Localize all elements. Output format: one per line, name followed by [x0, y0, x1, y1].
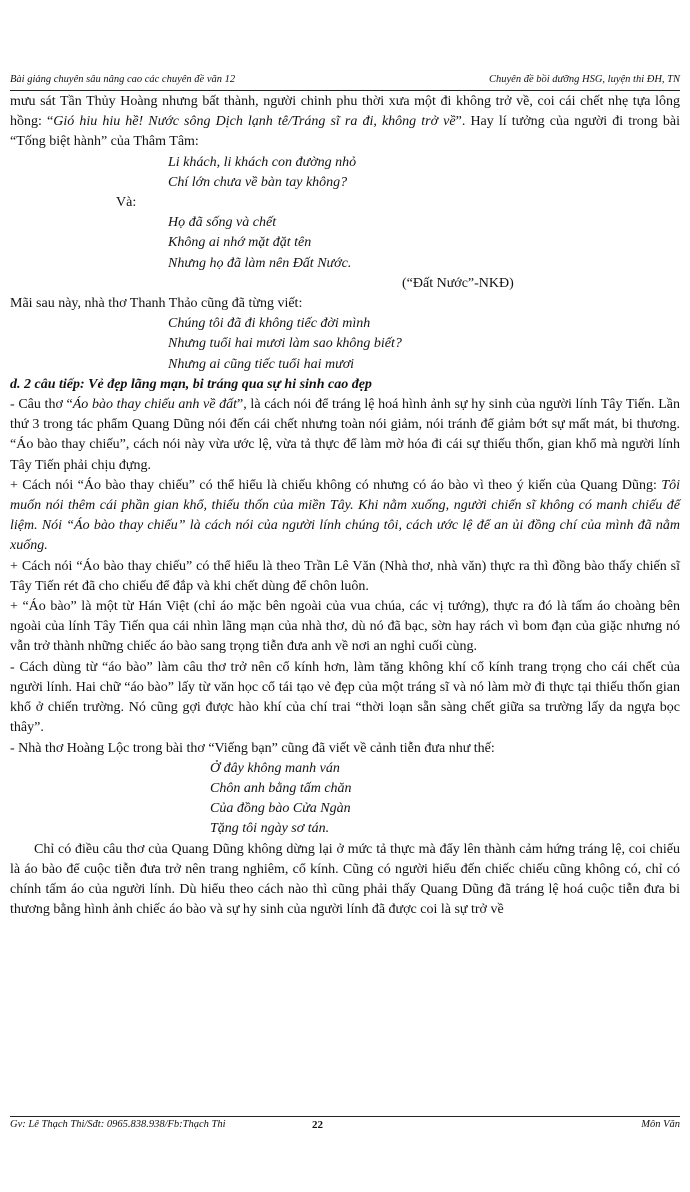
verse-line: Không ai nhớ mặt đặt tên	[168, 235, 312, 251]
verse-line: Li khách, li khách con đường nhỏ	[168, 154, 357, 170]
paragraph-han-viet: + “Áo bào” là một từ Hán Việt (chỉ áo mặc bên ngoài của vua chúa, các vị tướng), thực ra đó là tấm áo choàng bên ngoài của lính Tây Tiến qua cái nhìn lãng mạn của nhà thơ, dù nó đã bạc, sờn hay rách vì bom đạn của giặc nhưng nó vẫn trở thành những chiếc áo bào sang trọng tiễn đưa anh về nơi an nghỉ cuối cùng.	[10, 599, 680, 655]
verse-vieng-ban	[10, 759, 680, 840]
verse-line: Nhưng họ đã làm nên Đất Nước.	[168, 255, 352, 271]
paragraph-conclusion: Chỉ có điều câu thơ của Quang Dũng không dừng lại ở mức tả thực mà đẩy lên thành cảm hứng tráng lệ, coi chiếu là áo bào để cuộc tiễn đưa trở nên trang nghiêm, cổ kính. Cũng có người hiểu đến chiếc chiếu cũng không có, chỉ có chính tấm áo của người lính. Dù hiểu theo cách nào thì cũng phải thấy Quang Dũng đã tráng lệ hoá cuộc tiễn đưa bi thương bằng hình ảnh chiếc áo bào và sự hy sinh của người lính đã được coi là sự trở về	[10, 841, 680, 918]
quote-run: Gió hiu hiu hề! Nước sông Dịch lạnh tê/Tráng sĩ ra đi, không trở về	[53, 114, 456, 130]
footer-author: Gv: Lê Thạch Thi/Sđt: 0965.838.938/Fb:Thạch Thi	[10, 1119, 226, 1130]
text-run: mưu sát Tần Thủy Hoàng nhưng bất thành, người chinh phu thời xưa một đi không trở về, coi cái chết nhẹ tựa lông hồng: “	[10, 94, 680, 130]
section-heading: d. 2 câu tiếp: Vẻ đẹp lãng mạn, bi tráng qua sự hi sinh cao đẹp	[10, 376, 372, 392]
verse-source: (“Đất Nước”-NKĐ)	[402, 275, 514, 291]
footer-divider	[10, 1116, 680, 1117]
document-body	[10, 92, 680, 920]
text-run: ”. Hay lí tưởng của người đi trong bài “Tống biệt hành” của Thâm Tâm:	[10, 114, 681, 150]
text-run: + Cách nói “Áo bào thay chiếu” có thể hiểu là chiếu không có nhưng có áo bào vì theo ý kiến của Quang Dũng:	[10, 477, 662, 493]
header-left-title: Bài giảng chuyên sâu nâng cao các chuyên đề văn 12	[10, 74, 236, 85]
verse-line: Họ đã sống và chết	[168, 215, 277, 231]
header-right-title: Chuyên đề bồi dưỡng HSG, luyện thi ĐH, TN	[489, 74, 680, 85]
verse-dat-nuoc	[10, 213, 680, 274]
paragraph-co-kinh: - Cách dùng từ “áo bào” làm câu thơ trở nên cổ kính hơn, làm tăng không khí cổ kính trang trọng cho cái chết của người lính. Hai chữ “áo bào” lấy từ văn học cổ tái tạo vẻ đẹp của một tráng sĩ và nó làm mờ đi thực tại thiếu thốn gian khổ ở chiến trường. Nó cũng gợi được hào khí của chí trai “thời loạn sẵn sàng chết giữa sa trường lấy da ngựa bọc thây”.	[10, 659, 680, 736]
verse-tong-biet-hanh	[10, 153, 680, 193]
header-divider	[10, 90, 680, 91]
verse-line: Ở đây không manh ván	[210, 760, 340, 776]
paragraph-intro	[10, 92, 680, 153]
paragraph-ao-bao	[10, 395, 680, 476]
connector-va: Và:	[116, 195, 137, 211]
page-header	[10, 74, 680, 85]
verse-thanh-thao	[10, 314, 680, 375]
paragraph-tran-le-van-view: + Cách nói “Áo bào thay chiếu” có thể hiểu là theo Trần Lê Văn (Nhà thơ, nhà văn) thực ra thì đồng bào thấy chiến sĩ Tây Tiến rét đã cho chiếu để đắp và khi chết dùng để chôn luôn.	[10, 558, 680, 594]
verse-line: Nhưng ai cũng tiếc tuổi hai mươi	[168, 356, 355, 372]
paragraph-thanh-thao: Mãi sau này, nhà thơ Thanh Thảo cũng đã từng viết:	[10, 296, 303, 312]
quote-run: Áo bào thay chiếu anh về đất	[72, 397, 238, 413]
verse-line: Của đồng bào Cửa Ngàn	[210, 801, 351, 817]
text-run: ”, là cách nói để tráng lệ hoá hình ảnh sự hy sinh của người lính Tây Tiến. Lần thứ 3 trong tác phẩm Quang Dũng nói đến cái chết nhưng toàn nói giảm, nói tránh để giảm bớt sự mất mát, bi thương. “Áo bào thay chiếu”, cách nói này vừa ước lệ, vừa tả thực để làm mờ hóa đi cái sự thiếu thốn, gian khổ mà người lính Tây Tiến phải chịu đựng.	[10, 397, 680, 473]
paragraph-hoang-loc: - Nhà thơ Hoàng Lộc trong bài thơ “Viếng bạn” cũng đã viết về cảnh tiễn đưa như thế:	[10, 740, 495, 756]
verse-line: Chúng tôi đã đi không tiếc đời mình	[168, 316, 371, 332]
text-run: - Câu thơ “	[10, 397, 73, 413]
verse-line: Chôn anh bằng tấm chăn	[210, 780, 352, 796]
verse-line: Nhưng tuổi hai mươi làm sao không biết?	[168, 336, 402, 352]
page-number: 22	[312, 1119, 323, 1131]
verse-line: Chí lớn chưa về bàn tay không?	[168, 174, 348, 190]
verse-line: Tặng tôi ngày sơ tán.	[210, 821, 330, 837]
paragraph-quang-dung-view	[10, 476, 680, 557]
quote-run: Tôi muốn nói thêm cái phần gian khổ, thiếu thốn của miền Tây. Khi nằm xuống, người chiến sĩ không có manh chiếu để liệm. Nói “Áo bào thay chiếu” là cách nói của người lính chúng tôi, cách ước lệ để an ủi đồng chí của mình đã nằm xuống.	[10, 477, 680, 554]
footer-subject: Môn Văn	[641, 1119, 680, 1130]
